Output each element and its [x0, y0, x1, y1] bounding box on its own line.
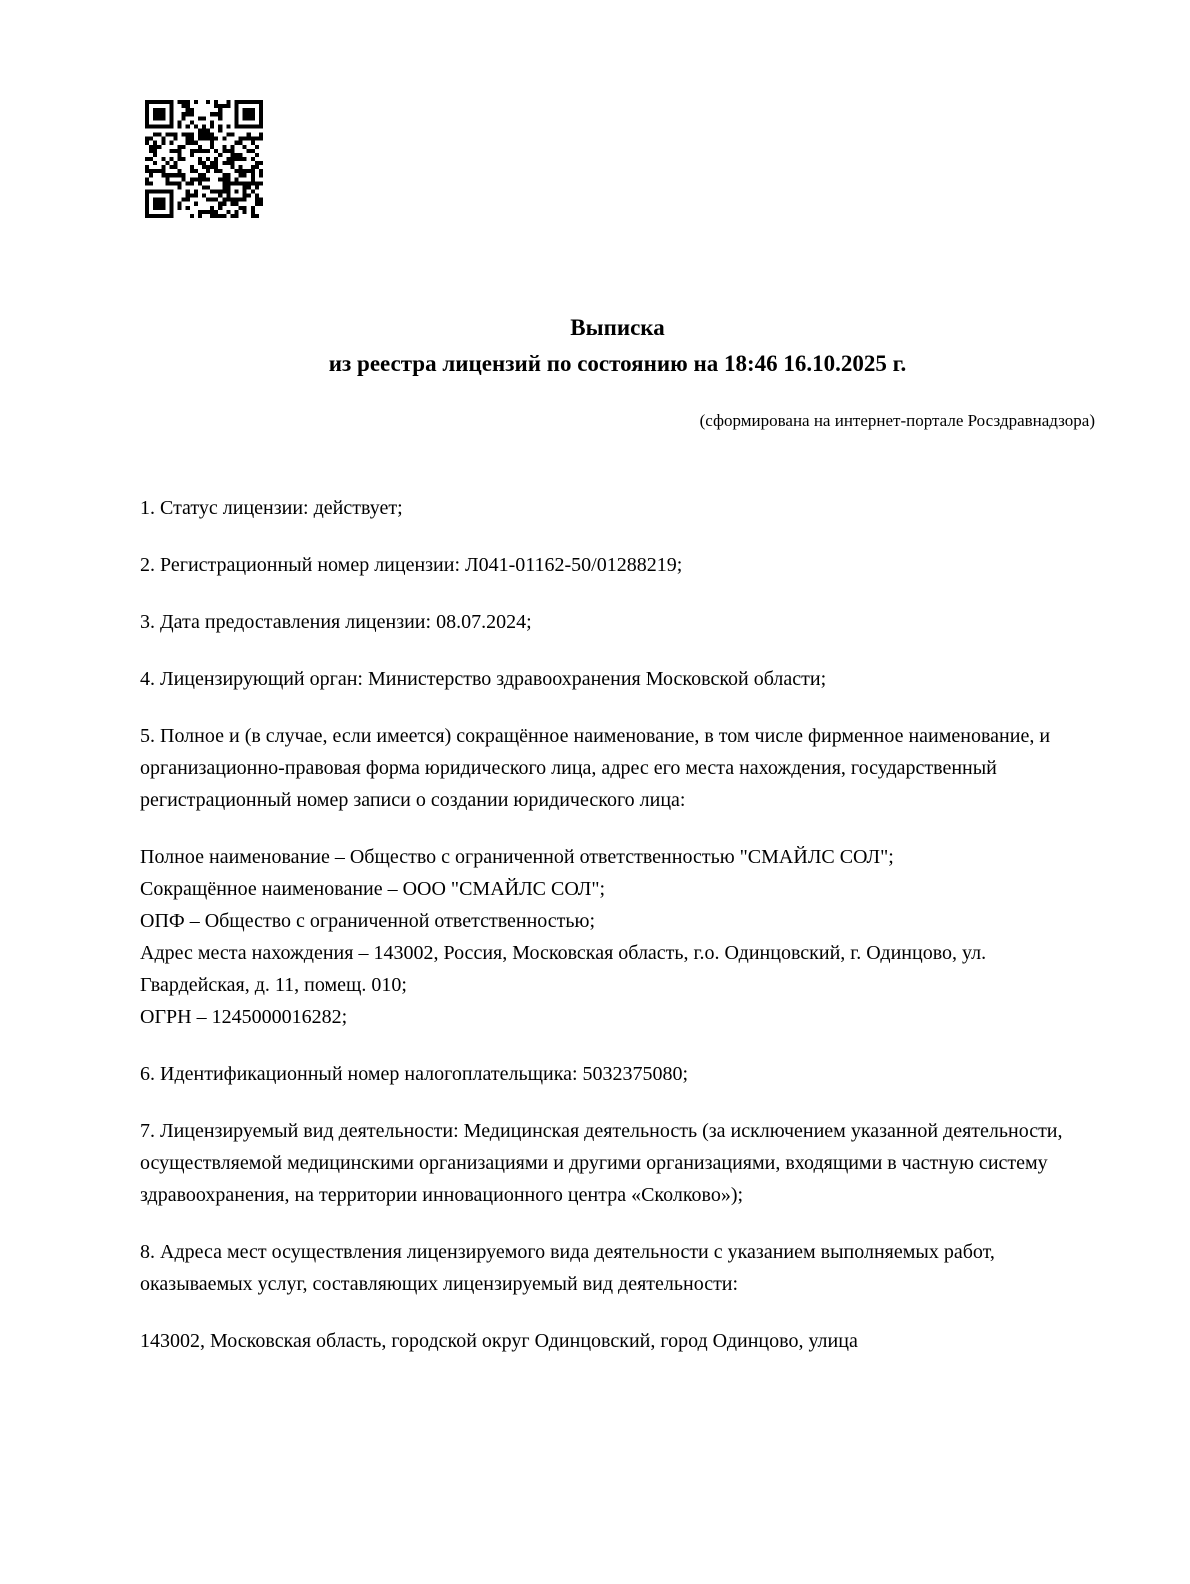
- address-continuation-line: 143002, Московская область, городской округ Одинцовский, город Одинцово, улица: [140, 1330, 858, 1352]
- title-line-1: Выписка: [570, 315, 665, 340]
- organization-details-block: [140, 841, 1095, 1033]
- inn-item: 6. Идентификационный номер налогоплательщика: 5032375080;: [140, 1063, 689, 1085]
- registration-number-item: 2. Регистрационный номер лицензии: Л041-01162-50/01288219;: [140, 554, 683, 576]
- activity-addresses-intro: 8. Адреса мест осуществления лицензируемого вида деятельности с указанием выполняемых работ, оказываемых услуг, составляющих лицензируемый вид деятельности:: [140, 1241, 995, 1295]
- qr-code: [145, 100, 263, 218]
- grant-date-item: 3. Дата предоставления лицензии: 08.07.2024;: [140, 611, 532, 633]
- licensing-authority-item: 4. Лицензирующий орган: Министерство здравоохранения Московской области;: [140, 668, 827, 690]
- opf-line: ОПФ – Общество с ограниченной ответственностью;: [140, 910, 596, 932]
- name-section-intro: 5. Полное и (в случае, если имеется) сокращённое наименование, в том числе фирменное наименование, и организационно-правовая форма юридического лица, адрес его места нахождения, государственный регистрационный номер записи о создании юридического лица:: [140, 725, 1051, 811]
- ogrn-line: ОГРН – 1245000016282;: [140, 1006, 348, 1028]
- document-title: [140, 310, 1095, 382]
- full-name-line: Полное наименование – Общество с ограниченной ответственностью "СМАЙЛС СОЛ";: [140, 846, 894, 868]
- generated-note: (сформирована на интернет-портале Росздравнадзора): [699, 411, 1095, 430]
- address-line: Адрес места нахождения – 143002, Россия, Московская область, г.о. Одинцовский, г. Одинцово, ул. Гвардейская, д. 11, помещ. 010;: [140, 942, 987, 996]
- license-status-item: 1. Статус лицензии: действует;: [140, 497, 403, 519]
- qr-code-image: [145, 100, 263, 218]
- document-content: [140, 310, 1123, 1357]
- activity-type-item: 7. Лицензируемый вид деятельности: Медицинская деятельность (за исключением указанной деятельности, осуществляемой медицинскими организациями и другими организациями, входящими в частную систему здравоохранения, на территории инновационного центра «Сколково»);: [140, 1120, 1063, 1206]
- short-name-line: Сокращённое наименование – ООО "СМАЙЛС СОЛ";: [140, 878, 606, 900]
- title-line-2: из реестра лицензий по состоянию на 18:46 16.10.2025 г.: [328, 351, 907, 376]
- document-body: [140, 492, 1095, 1357]
